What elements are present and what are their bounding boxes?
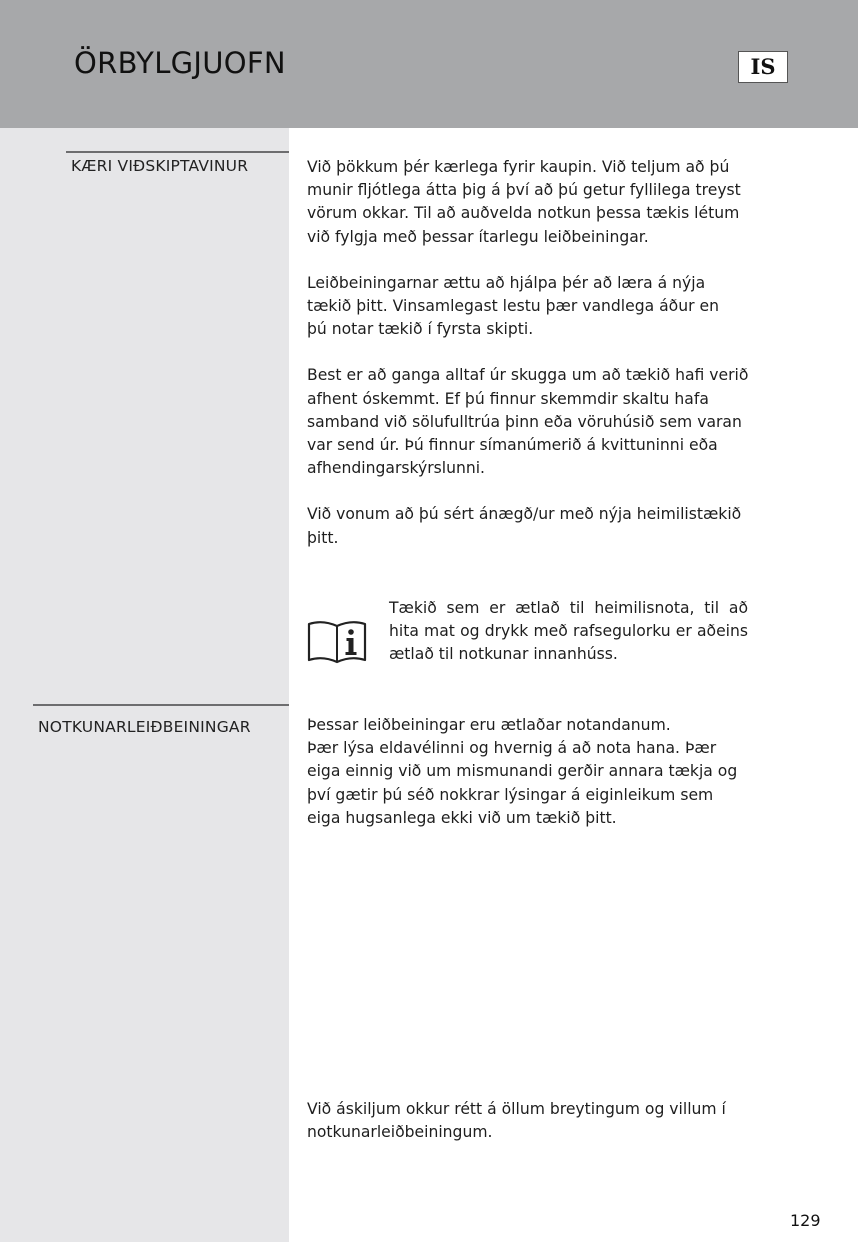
left-sidebar	[0, 128, 289, 1242]
footer-note	[307, 1098, 787, 1144]
section-label-user-instructions: NOTKUNARLEIÐBEININGAR	[38, 718, 251, 736]
paragraph: Við þökkum þér kærlega fyrir kaupin. Við teljum að þú munir fljótlega átta þig á því að þú getur fyllilega treyst vörum okkar. Til að auðvelda notkun þessa tækis létum við fylgja með þessar ítarlegu leiðbeiningar.	[307, 158, 741, 246]
disclaimer-text: Við áskiljum okkur rétt á öllum breytingum og villum í notkunarleiðbeiningum.	[307, 1100, 726, 1142]
section-divider	[33, 704, 289, 706]
page-header	[0, 0, 858, 128]
language-badge: IS	[738, 51, 788, 83]
page-title: ÖRBYLGJUOFN	[74, 46, 286, 80]
paragraph: Við vonum að þú sért ánægð/ur með nýja heimilistækið þitt.	[307, 505, 742, 547]
section-body-user-instructions	[307, 714, 787, 830]
info-book-icon	[306, 618, 368, 664]
page-number: 129	[790, 1211, 821, 1230]
paragraph: Best er að ganga alltaf úr skugga um að tækið hafi verið afhent óskemmt. Ef þú finnur skemmdir skaltu hafa samband við sölufulltrúa þinn eða vöruhúsið sem varan var send úr. Þú finnur símanúmerið á kvittuninni eða afhendingarskýrslunni.	[307, 366, 749, 478]
paragraph: Þessar leiðbeiningar eru ætlaðar notandanum. Þær lýsa eldavélinni og hvernig á að nota hana. Þær eiga einnig við um mismunandi gerðir annara tækja og því gætir þú séð nokkrar lýsingar á eiginleikum sem eiga hugsanlega ekki við um tækið þitt.	[307, 716, 738, 827]
section-divider	[66, 151, 289, 153]
section-body-dear-customer	[307, 156, 787, 550]
section-label-dear-customer: KÆRI VIÐSKIPTAVINUR	[71, 157, 249, 175]
info-note: Tækið sem er ætlað til heimilisnota, til að hita mat og drykk með rafsegulorku er aðeins ætlað til notkunar innanhúss.	[389, 599, 748, 664]
paragraph: Leiðbeiningarnar ættu að hjálpa þér að læra á nýja tækið þitt. Vinsamlegast lestu þær vandlega áður en þú notar tækið í fyrsta skipti.	[307, 273, 719, 339]
